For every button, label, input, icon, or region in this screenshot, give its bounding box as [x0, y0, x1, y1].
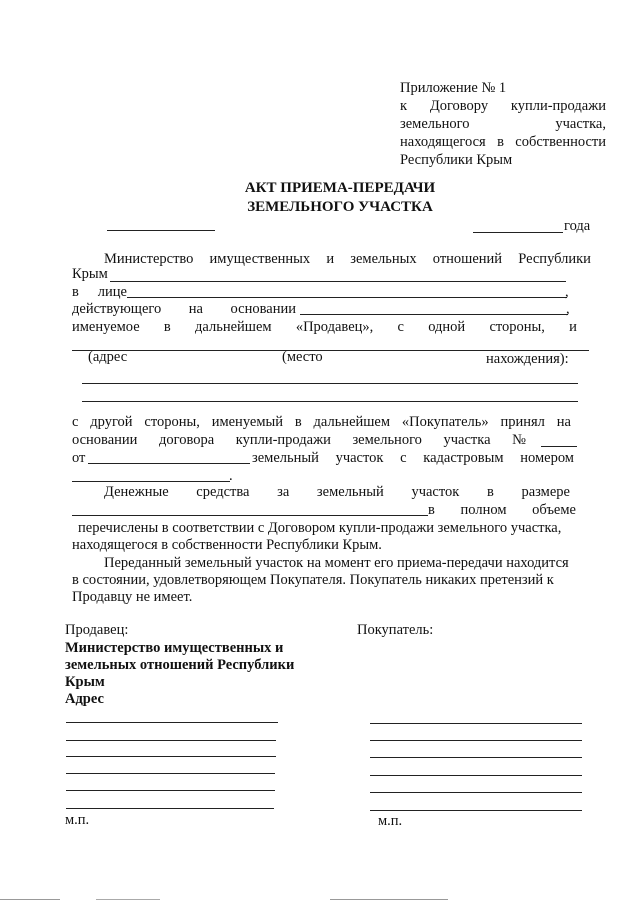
para4-line-1: Переданный земельный участок на момент его приема-передачи находится	[104, 555, 569, 571]
document-title-line-2: ЗЕМЕЛЬНОГО УЧАСТКА	[247, 199, 433, 215]
para1-address: (адрес	[88, 349, 128, 365]
buyer-signature-line[interactable]	[370, 810, 582, 811]
para1-line-5: именуемое в дальнейшем «Продавец», с одной стороны, и	[72, 319, 577, 335]
seller-label: Продавец:	[65, 622, 129, 638]
para2-line-1: с другой стороны, именуемый в дальнейшем «Покупатель» принял на	[72, 414, 571, 430]
address-blank-1[interactable]	[82, 383, 578, 384]
date-blank[interactable]	[473, 232, 563, 233]
seller-name-line-2: земельных отношений Республики	[65, 657, 295, 673]
para3-line-1: Денежные средства за земельный участок в размере	[104, 484, 570, 500]
buyer-field-1[interactable]	[370, 723, 582, 724]
appendix-line-3: земельного участка,	[400, 116, 606, 132]
cadastral-number-blank[interactable]	[72, 481, 230, 482]
buyer-field-3[interactable]	[370, 757, 582, 758]
seller-stamp: м.п.	[65, 812, 90, 828]
seller-field-5[interactable]	[66, 790, 275, 791]
scan-mark-3	[330, 899, 448, 900]
para1-line-3-comma: ,	[565, 284, 569, 300]
document-title-line-1: АКТ ПРИЕМА-ПЕРЕДАЧИ	[244, 180, 436, 196]
appendix-number: Приложение № 1	[400, 80, 507, 96]
buyer-field-4[interactable]	[370, 775, 582, 776]
scan-mark-1	[0, 899, 60, 900]
date-suffix: года	[564, 218, 591, 234]
buyer-stamp: м.п.	[378, 813, 403, 829]
seller-address-label: Адрес	[65, 691, 104, 707]
para1-krym: Крым	[72, 266, 108, 282]
seller-field-2[interactable]	[66, 740, 276, 741]
appendix-line-2: к Договору купли-продажи	[400, 98, 606, 114]
para2-line-2: основании договора купли-продажи земельного участка №	[72, 432, 526, 448]
scan-mark-2	[96, 899, 160, 900]
basis-blank[interactable]	[300, 314, 568, 315]
address-blank-2[interactable]	[82, 401, 578, 402]
seller-field-3[interactable]	[66, 756, 276, 757]
para1-line-4-comma: ,	[566, 301, 570, 317]
para2-period: .	[229, 468, 233, 484]
buyer-field-5[interactable]	[370, 792, 582, 793]
para3-line-4: находящегося в собственности Республики Крым.	[72, 537, 382, 553]
buyer-label: Покупатель:	[357, 622, 434, 638]
seller-name-blank[interactable]	[110, 281, 566, 282]
appendix-line-5: Республики Крым	[400, 152, 513, 168]
para2-from: от	[72, 450, 86, 466]
para2-line-3: земельный участок с кадастровым номером	[252, 450, 574, 466]
seller-field-1[interactable]	[66, 722, 278, 723]
para1-line-3: в лице	[72, 284, 127, 300]
contract-number-blank[interactable]	[541, 446, 577, 447]
place-blank[interactable]	[107, 230, 215, 231]
seller-name-line-3: Крым	[65, 674, 105, 690]
contract-date-blank[interactable]	[88, 463, 250, 464]
seller-signature-line[interactable]	[66, 808, 274, 809]
para1-line-1: Министерство имущественных и земельных отношений Республики	[104, 251, 591, 267]
representative-blank[interactable]	[127, 297, 567, 298]
appendix-line-4: находящегося в собственности	[400, 134, 606, 150]
seller-name-line-1: Министерство имущественных и	[65, 640, 284, 656]
para1-location-end: нахождения):	[486, 351, 569, 367]
para4-line-2: в состоянии, удовлетворяющем Покупателя. Покупатель никаких претензий к	[72, 572, 554, 588]
seller-field-4[interactable]	[66, 773, 275, 774]
para1-location: (место	[282, 349, 323, 365]
para3-line-2: в полном объеме	[428, 502, 576, 518]
para4-line-3: Продавцу не имеет.	[72, 589, 193, 605]
para1-line-4: действующего на основании	[72, 301, 296, 317]
buyer-field-2[interactable]	[370, 740, 582, 741]
para3-line-3: перечислены в соответствии с Договором купли-продажи земельного участка,	[78, 520, 562, 536]
amount-blank[interactable]	[72, 515, 428, 516]
